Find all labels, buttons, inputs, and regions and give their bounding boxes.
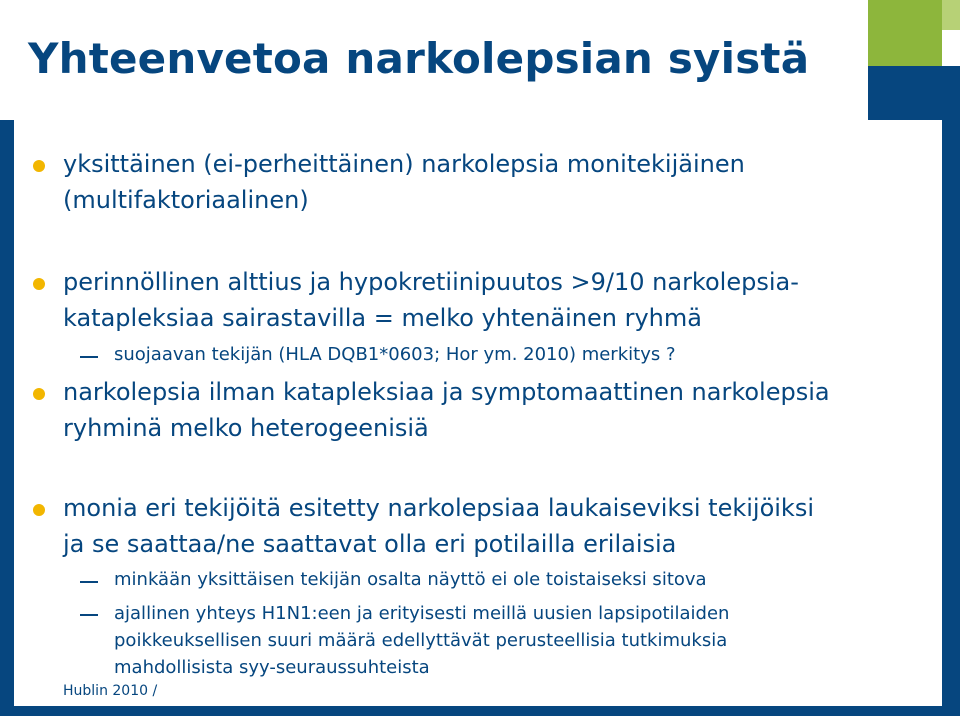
bullet-dot xyxy=(33,278,45,290)
sub-bullet-line: suojaavan tekijän (HLA DQB1*0603; Hor ym. 2010) merkitys ? xyxy=(114,344,676,365)
sub-bullet-item xyxy=(114,566,707,593)
sub-bullet-dash xyxy=(80,581,98,583)
bullet-item xyxy=(63,490,923,562)
bullet-dot xyxy=(33,160,45,172)
bullet-item xyxy=(63,146,923,218)
bullet-dot xyxy=(33,504,45,516)
bullet-dot xyxy=(33,388,45,400)
sub-bullet-item xyxy=(114,341,676,368)
bullet-item xyxy=(63,264,923,336)
bullet-line: narkolepsia ilman katapleksiaa ja symptomaattinen narkolepsia xyxy=(63,378,830,406)
sub-bullet-line: minkään yksittäisen tekijän osalta näyttö ei ole toistaiseksi sitova xyxy=(114,569,707,590)
bullet-line: monia eri tekijöitä esitetty narkolepsiaa laukaiseviksi tekijöiksi xyxy=(63,494,814,522)
sub-bullet-dash xyxy=(80,356,98,358)
slide-title: Yhteenvetoa narkolepsian syistä xyxy=(28,34,810,83)
bullet-line: ryhminä melko heterogeenisiä xyxy=(63,414,429,442)
sub-bullet-item xyxy=(114,600,729,681)
bullet-line: yksittäinen (ei-perheittäinen) narkolepsia monitekijäinen xyxy=(63,150,745,178)
bullet-line: katapleksiaa sairastavilla = melko yhtenäinen ryhmä xyxy=(63,304,702,332)
bullet-item xyxy=(63,374,923,446)
bullet-line: perinnöllinen alttius ja hypokretiinipuutos >9/10 narkolepsia- xyxy=(63,268,799,296)
sub-bullet-line: poikkeuksellisen suuri määrä edellyttävät perusteellisia tutkimuksia xyxy=(114,630,728,651)
sub-bullet-line: ajallinen yhteys H1N1:een ja erityisesti meillä uusien lapsipotilaiden xyxy=(114,603,730,624)
bullet-line: (multifaktoriaalinen) xyxy=(63,186,309,214)
sub-bullet-dash xyxy=(80,614,98,616)
bullet-line: ja se saattaa/ne saattavat olla eri potilailla erilaisia xyxy=(63,530,677,558)
sub-bullet-line: mahdollisista syy-seuraussuhteista xyxy=(114,657,430,678)
footer-source: Hublin 2010 / xyxy=(63,683,158,699)
